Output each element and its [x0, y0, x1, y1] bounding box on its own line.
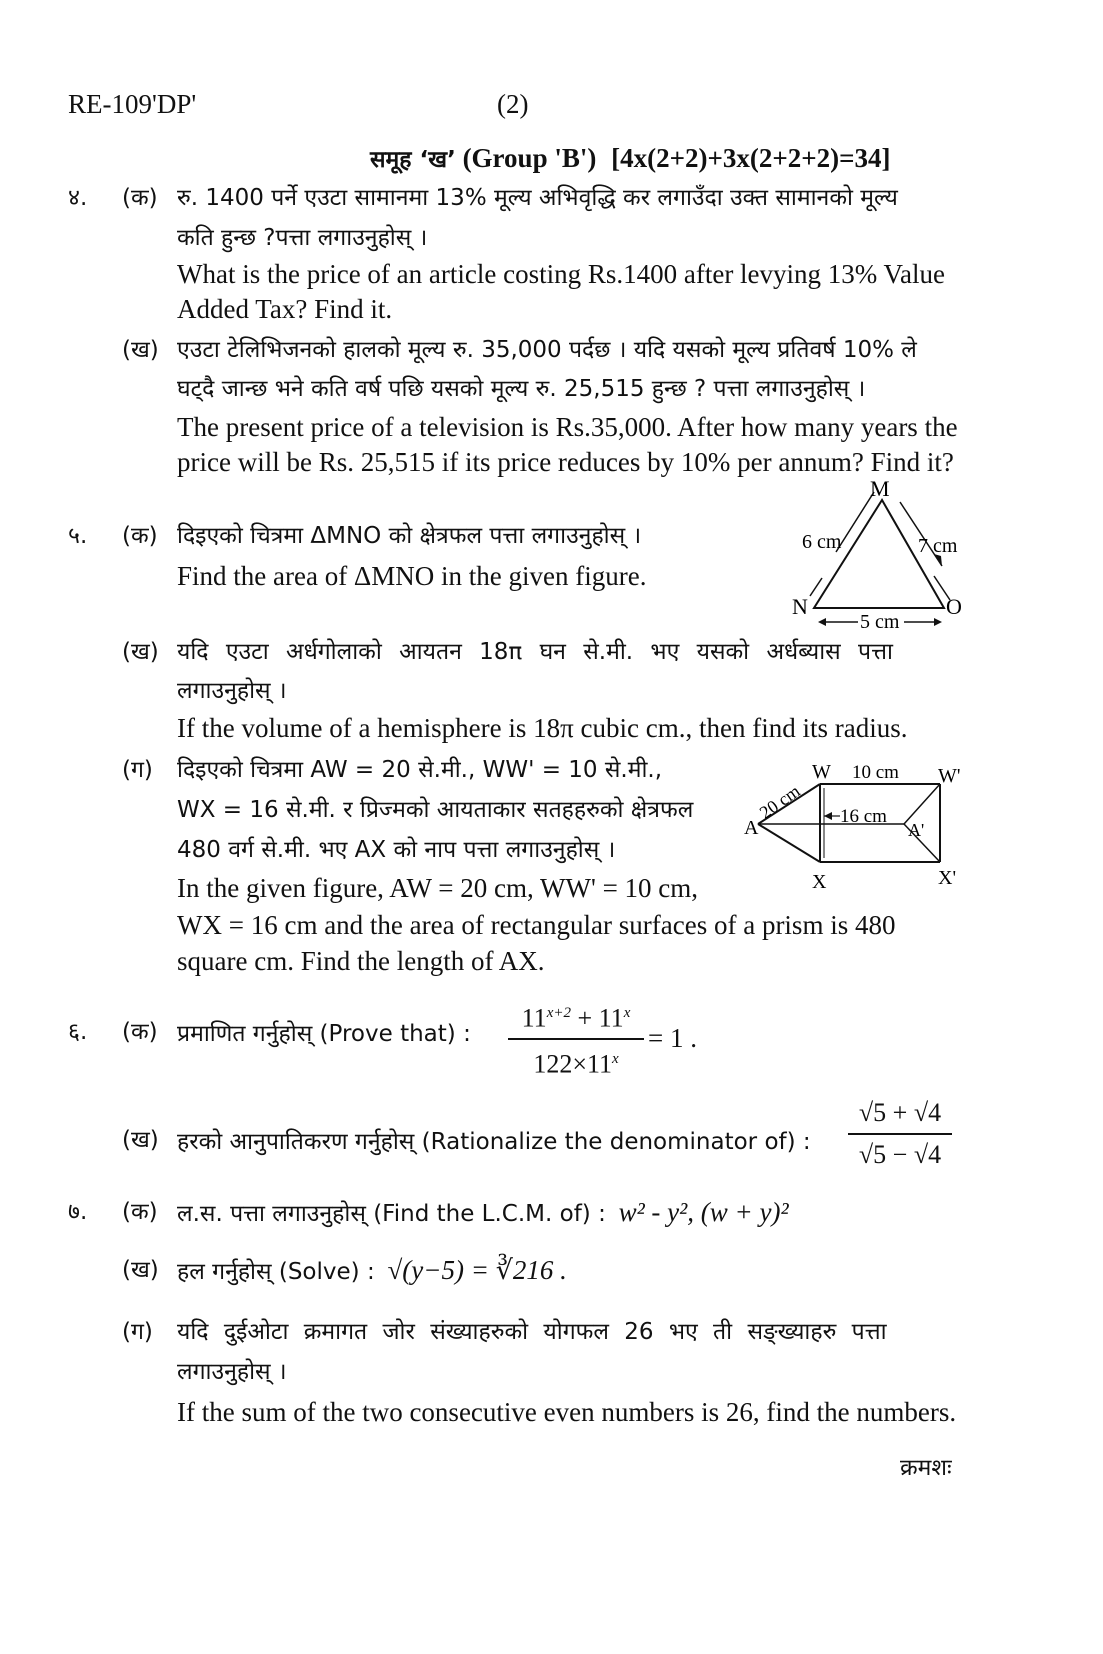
q5c-label: (ग) [122, 757, 153, 783]
q4b-label: (ख) [122, 337, 159, 363]
q4b-english-line2: price will be Rs. 25,515 if its price reduces by 10% per annum? Find it? [177, 447, 954, 477]
q7c-nepali-line2: लगाउनुहोस् । [177, 1359, 287, 1385]
edge-ww-label: 10 cm [852, 762, 899, 783]
q6a-fraction [508, 996, 644, 1081]
q5c-english-line2: WX = 16 cm and the area of rectangular surfaces of a prism is 480 [177, 910, 896, 940]
edge-wx-label: 16 cm [840, 806, 887, 827]
q5c-nepali-line2: WX = 16 से.मी. र प्रिज्मको आयताकार सतहहरुको क्षेत्रफल [177, 797, 694, 823]
q6b-fraction [848, 1096, 952, 1172]
q6a-prompt: प्रमाणित गर्नुहोस् (Prove that) : [177, 1021, 471, 1047]
q7c-nepali-line1: यदि दुईओटा क्रमागत जोर संख्याहरुको योगफल 26 भए ती सङ्ख्याहरु पत्ता [177, 1319, 887, 1345]
q6a-denominator: $122\times 11^x$ [533, 1049, 619, 1079]
edge-aw-label: 20 cm [755, 780, 804, 823]
q7a-prompt: ल.स. पत्ता लगाउनुहोस् (Find the L.C.M. of) : [177, 1201, 606, 1227]
q4a-english-line1: What is the price of an article costing Rs.1400 after levying 13% Value [177, 259, 946, 289]
q7c-label: (ग) [122, 1319, 153, 1345]
q4b-nepali-line2: घट्दै जान्छ भने कति वर्ष पछि यसको मूल्य रु. 25,515 हुन्छ ? पत्ता लगाउनुहोस् । [177, 376, 866, 402]
q6b-text [177, 1122, 811, 1160]
q5c-english-line1: In the given figure, AW = 20 cm, WW' = 10 cm, [177, 873, 699, 903]
q4b-english-line1: The present price of a television is Rs.35,000. After how many years the [177, 412, 958, 442]
q6a-text [177, 1014, 471, 1052]
q7b-label: (ख) [122, 1257, 159, 1283]
q5c-nepali-line1: दिइएको चित्रमा AW = 20 से.मी., WW' = 10 से.मी., [177, 757, 663, 783]
q7-number: ७. [68, 1199, 88, 1225]
q4a-label: (क) [122, 185, 158, 211]
group-title [370, 140, 890, 178]
q5b-nepali-line2: लगाउनुहोस् । [177, 678, 287, 704]
q6a-rhs: = 1 . [648, 1023, 697, 1053]
prism-figure [742, 758, 972, 898]
q7a-label: (क) [122, 1199, 158, 1225]
group-title-nepali: समूह ‘ख’ [370, 147, 456, 173]
q4b-nepali-line1: एउटा टेलिभिजनको हालको मूल्य रु. 35,000 पर्दछ । यदि यसको मूल्य प्रतिवर्ष 10% ले [177, 337, 917, 363]
vertex-w-prime: W' [938, 765, 961, 787]
q6a-label: (क) [122, 1019, 158, 1045]
q5b-english-line1: If the volume of a hemisphere is 18π cubic cm., then find its radius. [177, 713, 908, 743]
q5c-english-line3: square cm. Find the length of AX. [177, 946, 545, 976]
q6-number: ६. [68, 1019, 88, 1045]
q6a-numerator: $11^{x+2} + 11^x$ [521, 1003, 631, 1033]
q7b-line [177, 1252, 567, 1290]
vertex-o: O [946, 594, 962, 619]
q5c-nepali-line3: 480 वर्ग से.मी. भए AX को नाप पत्ता लगाउनुहोस् । [177, 837, 616, 863]
side-no-label: 5 cm [860, 611, 900, 633]
q4-number: ४. [68, 185, 88, 211]
triangle-mno-figure [792, 478, 992, 638]
vertex-m: M [870, 478, 890, 501]
q7b-expression: √(y−5) = ∛216 . [387, 1255, 567, 1285]
q5b-nepali-line1: यदि एउटा अर्धगोलाको आयतन 18π घन से.मी. भए यसको अर्धब्यास पत्ता [177, 639, 893, 665]
q6b-denominator: √5 − √4 [858, 1140, 942, 1169]
vertex-x-prime: X' [938, 867, 957, 889]
group-marks: [4x(2+2)+3x(2+2+2)=34] [611, 143, 891, 173]
vertex-a: A [744, 817, 759, 839]
q5a-label: (क) [122, 523, 158, 549]
q6b-numerator: √5 + √4 [858, 1098, 942, 1127]
q4a-english-line2: Added Tax? Find it. [177, 294, 393, 324]
side-mn-label: 6 cm [802, 531, 842, 553]
q4a-nepali-line2: कति हुन्छ ?पत्ता लगाउनुहोस् । [177, 225, 428, 251]
q5b-label: (ख) [122, 639, 159, 665]
q5a-nepali-line1: दिइएको चित्रमा ΔMNO को क्षेत्रफल पत्ता लगाउनुहोस् । [177, 523, 642, 549]
q7a-line [177, 1194, 789, 1232]
exam-code: RE-109'DP' [68, 89, 197, 119]
continued-note: क्रमशः [900, 1455, 952, 1481]
q5-number: ५. [68, 523, 88, 549]
page-number: (2) [497, 89, 529, 119]
q5a-english-line1: Find the area of ΔMNO in the given figure. [177, 561, 647, 591]
q6b-prompt: हरको आनुपातिकरण गर्नुहोस् (Rationalize the denominator of) : [177, 1129, 811, 1155]
q7a-expression: w² - y², (w + y)² [618, 1197, 789, 1227]
vertex-a-prime: A' [908, 820, 925, 840]
q4a-nepali-line1: रु. 1400 पर्ने एउटा सामानमा 13% मूल्य अभिवृद्धि कर लगाउँदा उक्त सामानको मूल्य [177, 185, 898, 211]
q6b-label: (ख) [122, 1127, 159, 1153]
vertex-w: W [812, 761, 831, 783]
vertex-x: X [812, 871, 827, 893]
side-mo-label: 7 cm [918, 535, 958, 557]
q7b-prompt: हल गर्नुहोस् (Solve) : [177, 1259, 375, 1285]
q7c-english-line1: If the sum of the two consecutive even numbers is 26, find the numbers. [177, 1397, 957, 1427]
group-title-english: (Group 'B') [462, 143, 597, 173]
vertex-n: N [792, 594, 808, 619]
